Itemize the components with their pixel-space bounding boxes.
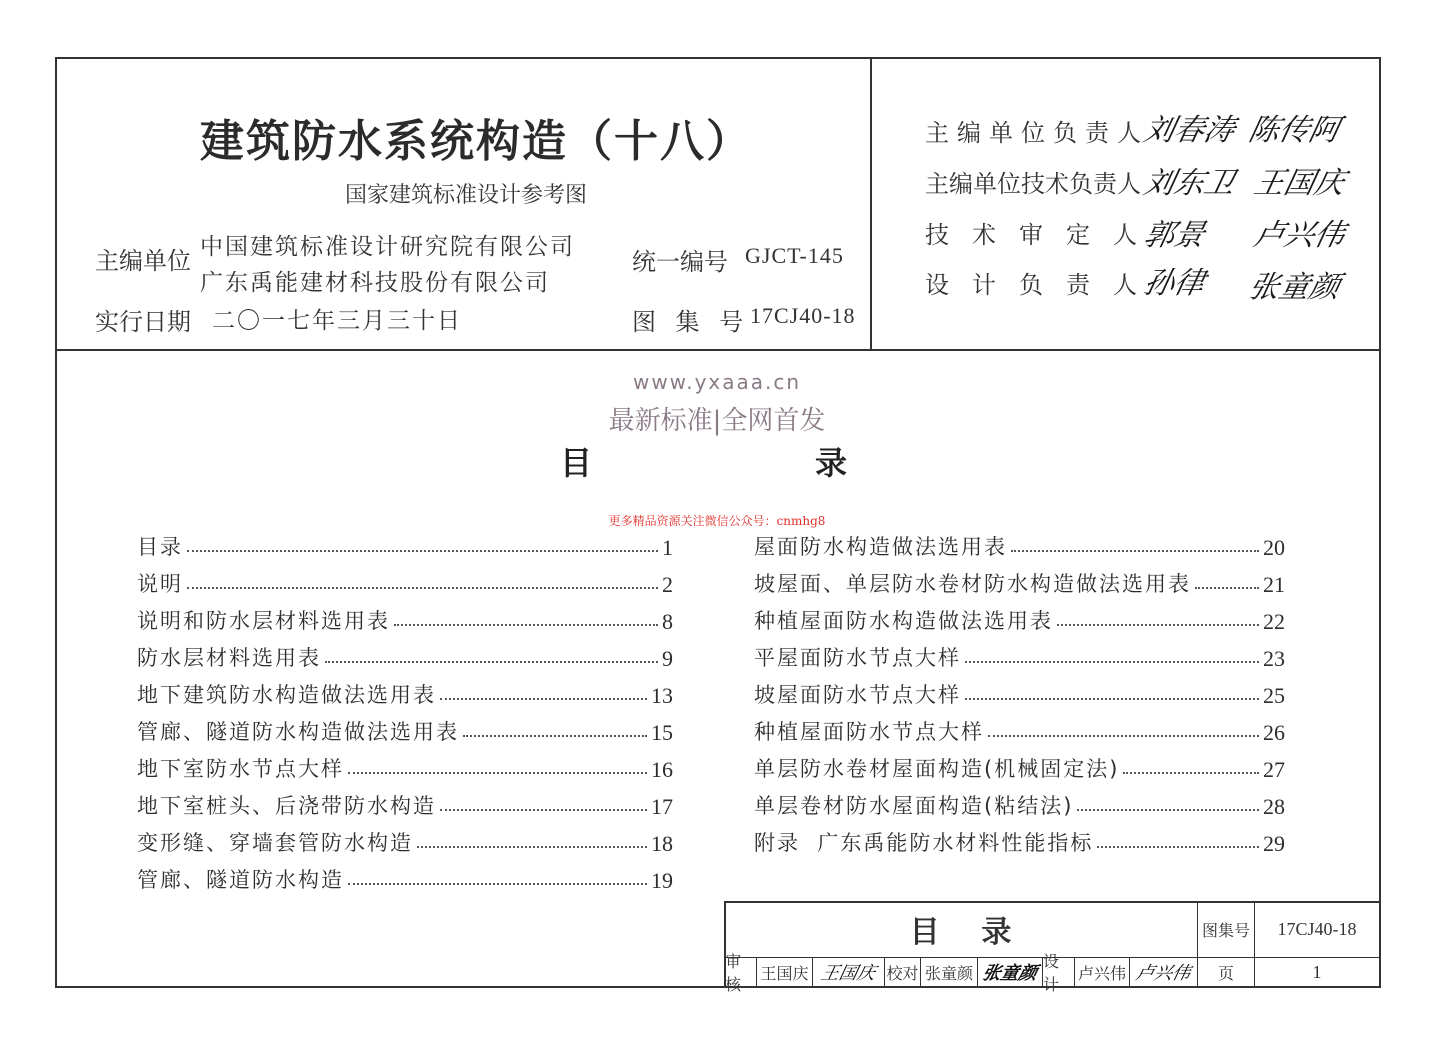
toc-entry-title: 单层卷材防水屋面构造(粘结法)	[754, 794, 1074, 818]
toc-entry[interactable]	[137, 635, 673, 672]
leader-dots	[417, 846, 647, 848]
leader-dots	[1097, 846, 1259, 848]
leader-dots	[1195, 587, 1259, 589]
toc-entry-page: 9	[662, 646, 673, 671]
toc-entry-page: 22	[1263, 609, 1285, 634]
toc-entry-title: 单层防水卷材屋面构造(机械固定法)	[754, 757, 1120, 781]
toc-entry-title: 管廊、隧道防水构造	[137, 868, 344, 892]
leader-dots	[1123, 772, 1259, 774]
signature-3a: 郭景	[1140, 218, 1208, 253]
toc-entry-page: 27	[1263, 757, 1285, 782]
toc-entry[interactable]	[137, 820, 673, 857]
toc-entry-page: 8	[662, 609, 673, 634]
leader-dots	[348, 772, 647, 774]
toc-entry-title: 屋面防水构造做法选用表	[754, 535, 1007, 559]
signature-2a: 刘东卫	[1140, 166, 1238, 201]
sheet-title: 目 录	[909, 915, 1012, 950]
approval-role-1: 主编单位负责人	[925, 119, 1149, 147]
toc-left-column	[137, 524, 673, 894]
toc-entry[interactable]	[137, 746, 673, 783]
document-title: 建筑防水系统构造（十八）	[200, 116, 752, 167]
leader-dots	[187, 550, 658, 552]
leader-dots	[1077, 809, 1259, 811]
toc-entry-page: 18	[651, 831, 673, 856]
toc-entry[interactable]	[137, 561, 673, 598]
checker-name: 张童颜	[924, 963, 973, 983]
leader-dots	[965, 698, 1259, 700]
toc-entry-page: 20	[1263, 535, 1285, 560]
approval-role-3: 技术审定人	[925, 221, 1160, 249]
leader-dots	[394, 624, 658, 626]
tb-page-label: 页	[1217, 963, 1234, 983]
leader-dots	[325, 661, 658, 663]
leader-dots	[348, 883, 647, 885]
tb-atlas-no: 17CJ40-18	[1277, 918, 1357, 939]
leader-dots	[440, 698, 647, 700]
leader-dots	[965, 661, 1259, 663]
toc-entry-page: 2	[662, 572, 673, 597]
approval-role-4: 设计负责人	[925, 271, 1160, 299]
toc-entry-title: 说明和防水层材料选用表	[137, 609, 390, 633]
header-divider	[55, 349, 1379, 351]
watermark-url: www.yxaaa.cn	[632, 370, 802, 394]
design-label: 设计	[1043, 952, 1060, 994]
toc-entry-page: 21	[1263, 572, 1285, 597]
signature-1a: 刘春涛	[1140, 113, 1238, 148]
toc-entry-page: 23	[1263, 646, 1285, 671]
toc-entry-title: 种植屋面防水节点大样	[754, 720, 984, 744]
signature-2b: 王国庆	[1250, 166, 1348, 201]
designer-signature: 卢兴伟	[1133, 963, 1193, 984]
editor-2: 广东禹能建材科技股份有限公司	[200, 270, 550, 296]
atlas-no-label: 图 集 号	[632, 308, 750, 336]
toc-entry-title: 坡屋面防水节点大样	[754, 683, 961, 707]
toc-entry-title: 坡屋面、单层防水卷材防水构造做法选用表	[754, 572, 1191, 596]
toc-entry-title: 种植屋面防水构造做法选用表	[754, 609, 1053, 633]
toc-entry-title: 防水层材料选用表	[137, 646, 321, 670]
reviewer-name: 王国庆	[760, 963, 809, 983]
toc-heading-left: 目	[560, 444, 593, 482]
toc-entry-page: 15	[651, 720, 673, 745]
toc-entry-title: 地下室桩头、后浇带防水构造	[137, 794, 436, 818]
toc-entry[interactable]	[137, 524, 673, 561]
toc-entry[interactable]	[137, 857, 673, 894]
toc-entry-page: 16	[651, 757, 673, 782]
title-block	[724, 901, 1379, 994]
toc-entry-page: 25	[1263, 683, 1285, 708]
toc-entry-title: 说明	[137, 572, 183, 596]
signature-4a: 孙律	[1140, 266, 1208, 301]
toc-entry[interactable]	[754, 598, 1285, 635]
designer-name: 卢兴伟	[1077, 963, 1126, 983]
toc-entry[interactable]	[137, 709, 673, 746]
checker-signature: 张童颜	[980, 963, 1039, 984]
toc-entry-page: 17	[651, 794, 673, 819]
toc-entry-title: 目录	[137, 535, 183, 559]
toc-entry-title: 管廊、隧道防水构造做法选用表	[137, 720, 459, 744]
toc-entry-title: 地下建筑防水构造做法选用表	[137, 683, 436, 707]
toc-entry-page: 29	[1263, 831, 1285, 856]
leader-dots	[1011, 550, 1259, 552]
toc-entry[interactable]	[754, 746, 1285, 783]
atlas-no: 17CJ40-18	[750, 303, 856, 328]
toc-entry[interactable]	[754, 709, 1285, 746]
toc-entry-title: 平屋面防水节点大样	[754, 646, 961, 670]
toc-entry[interactable]	[137, 598, 673, 635]
toc-heading-right: 录	[815, 444, 848, 482]
toc-entry-page: 19	[651, 868, 673, 893]
toc-entry[interactable]	[137, 672, 673, 709]
signature-3b: 卢兴伟	[1250, 218, 1348, 253]
toc-entry-page: 1	[662, 535, 673, 560]
leader-dots	[440, 809, 647, 811]
watermark-tagline: 最新标准|全网首发	[608, 406, 826, 436]
date-label: 实行日期	[95, 308, 191, 336]
toc-entry-title: 地下室防水节点大样	[137, 757, 344, 781]
toc-entry[interactable]	[754, 524, 1285, 561]
editor-1: 中国建筑标准设计研究院有限公司	[200, 234, 575, 260]
leader-dots	[463, 735, 647, 737]
toc-entry-title: 变形缝、穿墙套管防水构造	[137, 831, 413, 855]
approval-role-2: 主编单位技术负责人	[925, 170, 1141, 198]
editor-label: 主编单位	[95, 247, 191, 275]
toc-right-column	[754, 524, 1285, 857]
tb-page-no: 1	[1312, 961, 1322, 982]
signature-4b: 张童颜	[1245, 270, 1343, 305]
toc-entry[interactable]	[137, 783, 673, 820]
document-subtitle: 国家建筑标准设计参考图	[345, 183, 588, 208]
header-vertical-divider	[870, 57, 872, 350]
tb-atlas-label: 图集号	[1201, 920, 1250, 940]
check-label: 校对	[886, 963, 919, 983]
toc-entry[interactable]	[754, 672, 1285, 709]
toc-entry-page: 13	[651, 683, 673, 708]
unified-code: GJCT-145	[745, 243, 844, 268]
toc-entry[interactable]	[754, 635, 1285, 672]
review-label: 审核	[725, 952, 742, 994]
toc-entry-page: 28	[1263, 794, 1285, 819]
toc-entry[interactable]	[754, 561, 1285, 598]
unified-code-label: 统一编号	[632, 248, 728, 276]
toc-entry-title: 附录 广东禹能防水材料性能指标	[754, 831, 1094, 855]
leader-dots	[988, 735, 1259, 737]
toc-entry[interactable]	[754, 820, 1285, 857]
reviewer-signature: 王国庆	[818, 963, 878, 984]
date-value: 二〇一七年三月三十日	[212, 308, 462, 334]
toc-entry[interactable]	[754, 783, 1285, 820]
leader-dots	[1057, 624, 1259, 626]
toc-entry-page: 26	[1263, 720, 1285, 745]
promo-note: 更多精品资源关注微信公众号：cnmhg8	[608, 514, 826, 528]
signature-1b: 陈传阿	[1245, 113, 1343, 148]
leader-dots	[187, 587, 658, 589]
